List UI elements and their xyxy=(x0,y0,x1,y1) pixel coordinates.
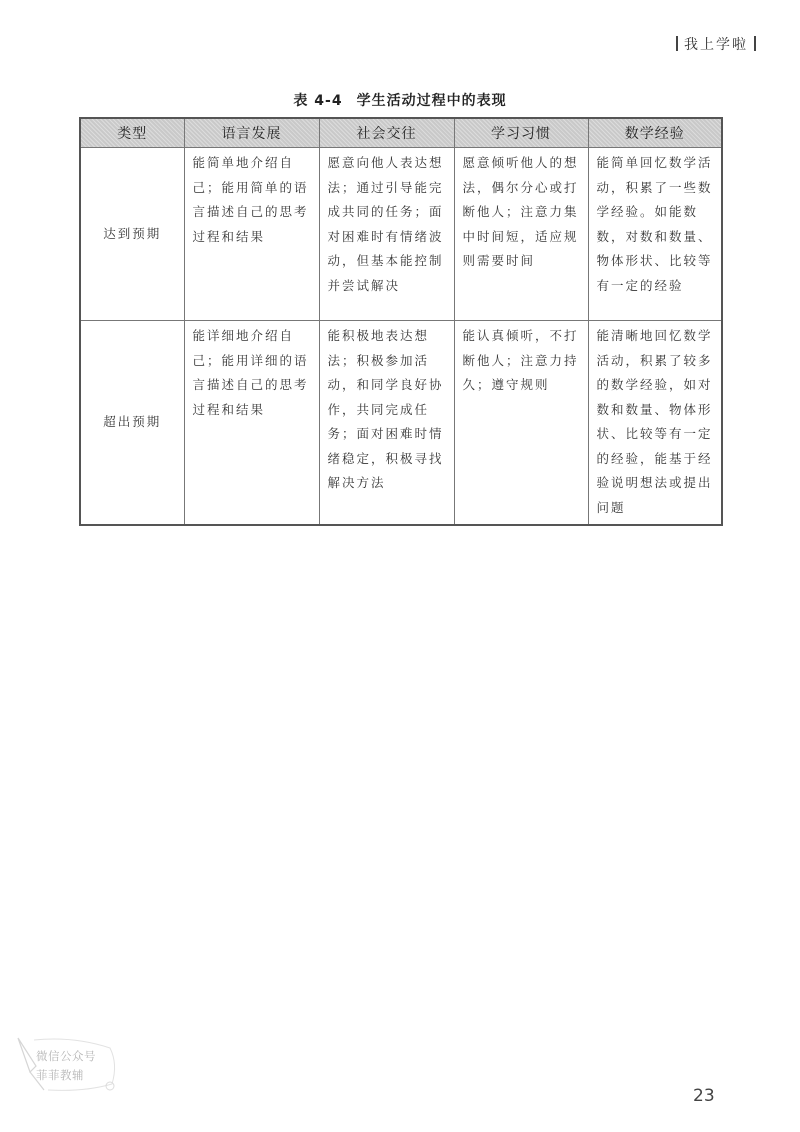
watermark-line-1: 微信公众号 xyxy=(36,1049,96,1063)
table-cell: 能积极地表达想法；积极参加活动，和同学良好协作，共同完成任务；面对困难时情绪稳定，积极寻找解决方法 xyxy=(319,321,454,526)
watermark-line-2: 菲菲教辅 xyxy=(36,1068,84,1082)
table-cell: 能清晰地回忆数学活动，积累了较多的数学经验，如对数和数量、物体形状、比较等有一定的经验，能基于经验说明想法或提出问题 xyxy=(588,321,722,526)
header-type: 类型 xyxy=(80,118,184,148)
row-type-label: 超出预期 xyxy=(80,321,184,526)
chapter-header-tag xyxy=(670,34,762,54)
table-header-row xyxy=(80,118,722,148)
table-cell: 能认真倾听，不打断他人；注意力持久；遵守规则 xyxy=(454,321,588,526)
page-number: 23 xyxy=(693,1086,715,1106)
performance-table xyxy=(79,117,723,526)
header-divider xyxy=(754,36,756,51)
table-number: 表 4-4 xyxy=(293,93,343,109)
pen-watermark-icon xyxy=(14,1034,124,1096)
table-cell: 能详细地介绍自己；能用详细的语言描述自己的思考过程和结果 xyxy=(184,321,319,526)
table-row xyxy=(80,148,722,321)
header-study-habits: 学习习惯 xyxy=(454,118,588,148)
header-math-experience: 数学经验 xyxy=(588,118,722,148)
header-social-interaction: 社会交往 xyxy=(319,118,454,148)
watermark xyxy=(14,1034,124,1096)
table-row xyxy=(80,321,722,526)
row-type-label: 达到预期 xyxy=(80,148,184,321)
table-cell: 能简单回忆数学活动，积累了一些数学经验。如能数数，对数和数量、物体形状、比较等有一定的经验 xyxy=(588,148,722,321)
header-divider xyxy=(676,36,678,51)
chapter-title: 我上学啦 xyxy=(684,37,748,53)
table-cell: 能简单地介绍自己；能用简单的语言描述自己的思考过程和结果 xyxy=(184,148,319,321)
table-caption xyxy=(0,90,800,110)
table-cell: 愿意倾听他人的想法，偶尔分心或打断他人；注意力集中时间短，适应规则需要时间 xyxy=(454,148,588,321)
table-title: 学生活动过程中的表现 xyxy=(356,93,507,109)
header-language-development: 语言发展 xyxy=(184,118,319,148)
table-cell: 愿意向他人表达想法；通过引导能完成共同的任务；面对困难时有情绪波动，但基本能控制并尝试解决 xyxy=(319,148,454,321)
